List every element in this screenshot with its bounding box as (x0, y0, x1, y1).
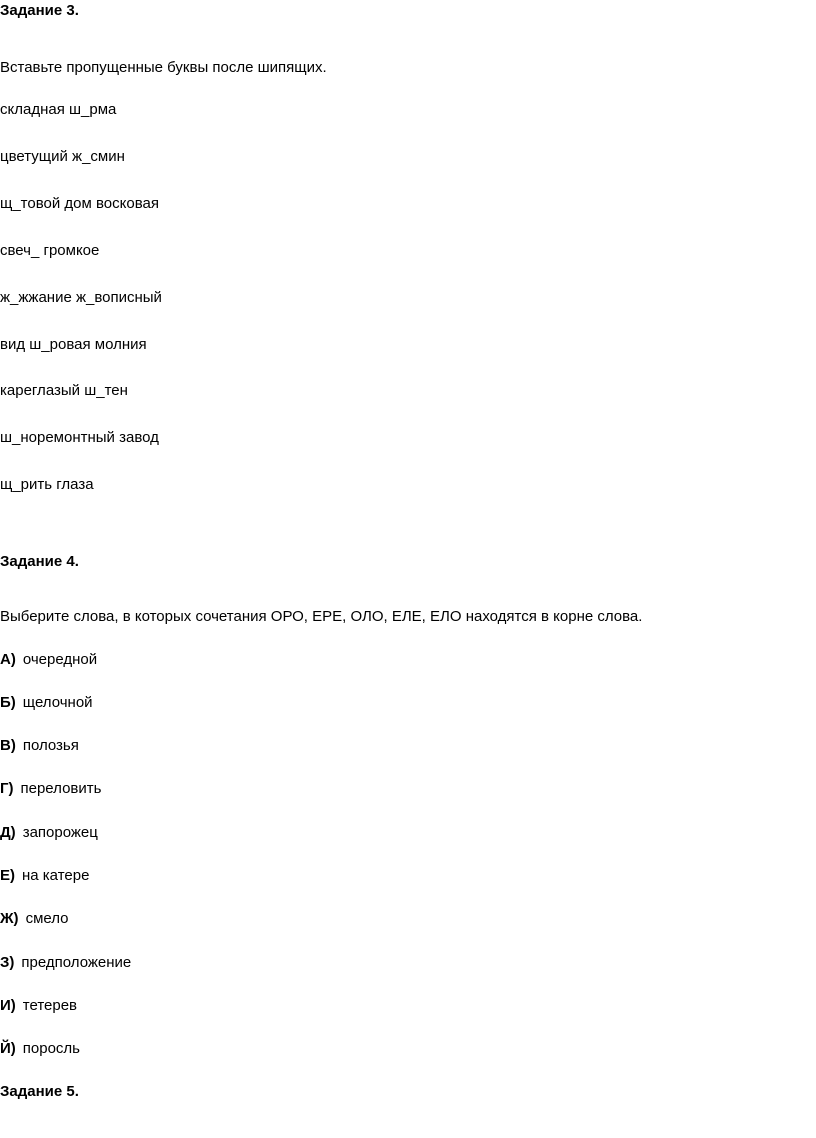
option-text: полозья (22, 737, 79, 754)
option-letter: Е) (0, 867, 15, 884)
task3-item: щ_товой дом восковая (0, 195, 159, 212)
task3-item: ж_жжание ж_вописный (0, 289, 162, 306)
task4-option (0, 909, 68, 929)
task5-heading: Задание 5. (0, 1083, 79, 1100)
option-text: предположение (21, 954, 132, 971)
task4-option (0, 866, 89, 886)
task4-option (0, 779, 101, 799)
task3-item: ш_норемонтный завод (0, 429, 159, 446)
option-letter: Ж) (0, 910, 19, 927)
task3-item: складная ш_рма (0, 101, 117, 118)
option-text: щелочной (22, 694, 93, 711)
task4-instruction: Выберите слова, в которых сочетания ОРО, ЕРЕ, ОЛО, ЕЛЕ, ЕЛО находятся в корне слова. (0, 608, 643, 625)
option-letter: Б) (0, 694, 16, 711)
task4-option (0, 1039, 80, 1059)
task3-item: кареглазый ш_тен (0, 382, 128, 399)
task3-item: свеч_ громкое (0, 242, 100, 259)
option-text: поросль (22, 1040, 80, 1057)
option-letter: В) (0, 737, 16, 754)
option-text: смело (25, 910, 69, 927)
task3-item: щ_рить глаза (0, 476, 94, 493)
task3-item: вид ш_ровая молния (0, 336, 147, 353)
option-text: очередной (22, 651, 98, 668)
task4-option (0, 823, 98, 843)
task3-item: цветущий ж_смин (0, 148, 125, 165)
option-text: запорожец (22, 824, 98, 841)
option-letter: А) (0, 651, 16, 668)
task3-instruction: Вставьте пропущенные буквы после шипящих. (0, 59, 327, 76)
task4-option (0, 693, 93, 713)
task4-heading: Задание 4. (0, 553, 79, 570)
option-letter: И) (0, 997, 16, 1014)
option-letter: Й) (0, 1040, 16, 1057)
option-text: на катере (22, 867, 90, 884)
option-letter: Г) (0, 780, 14, 797)
task3-heading: Задание 3. (0, 2, 79, 19)
option-letter: З) (0, 954, 15, 971)
task4-option (0, 736, 79, 756)
task4-option (0, 953, 131, 973)
option-text: переловить (20, 780, 102, 797)
task4-option (0, 996, 77, 1016)
task4-option (0, 650, 97, 670)
option-letter: Д) (0, 824, 16, 841)
option-text: тетерев (22, 997, 78, 1014)
